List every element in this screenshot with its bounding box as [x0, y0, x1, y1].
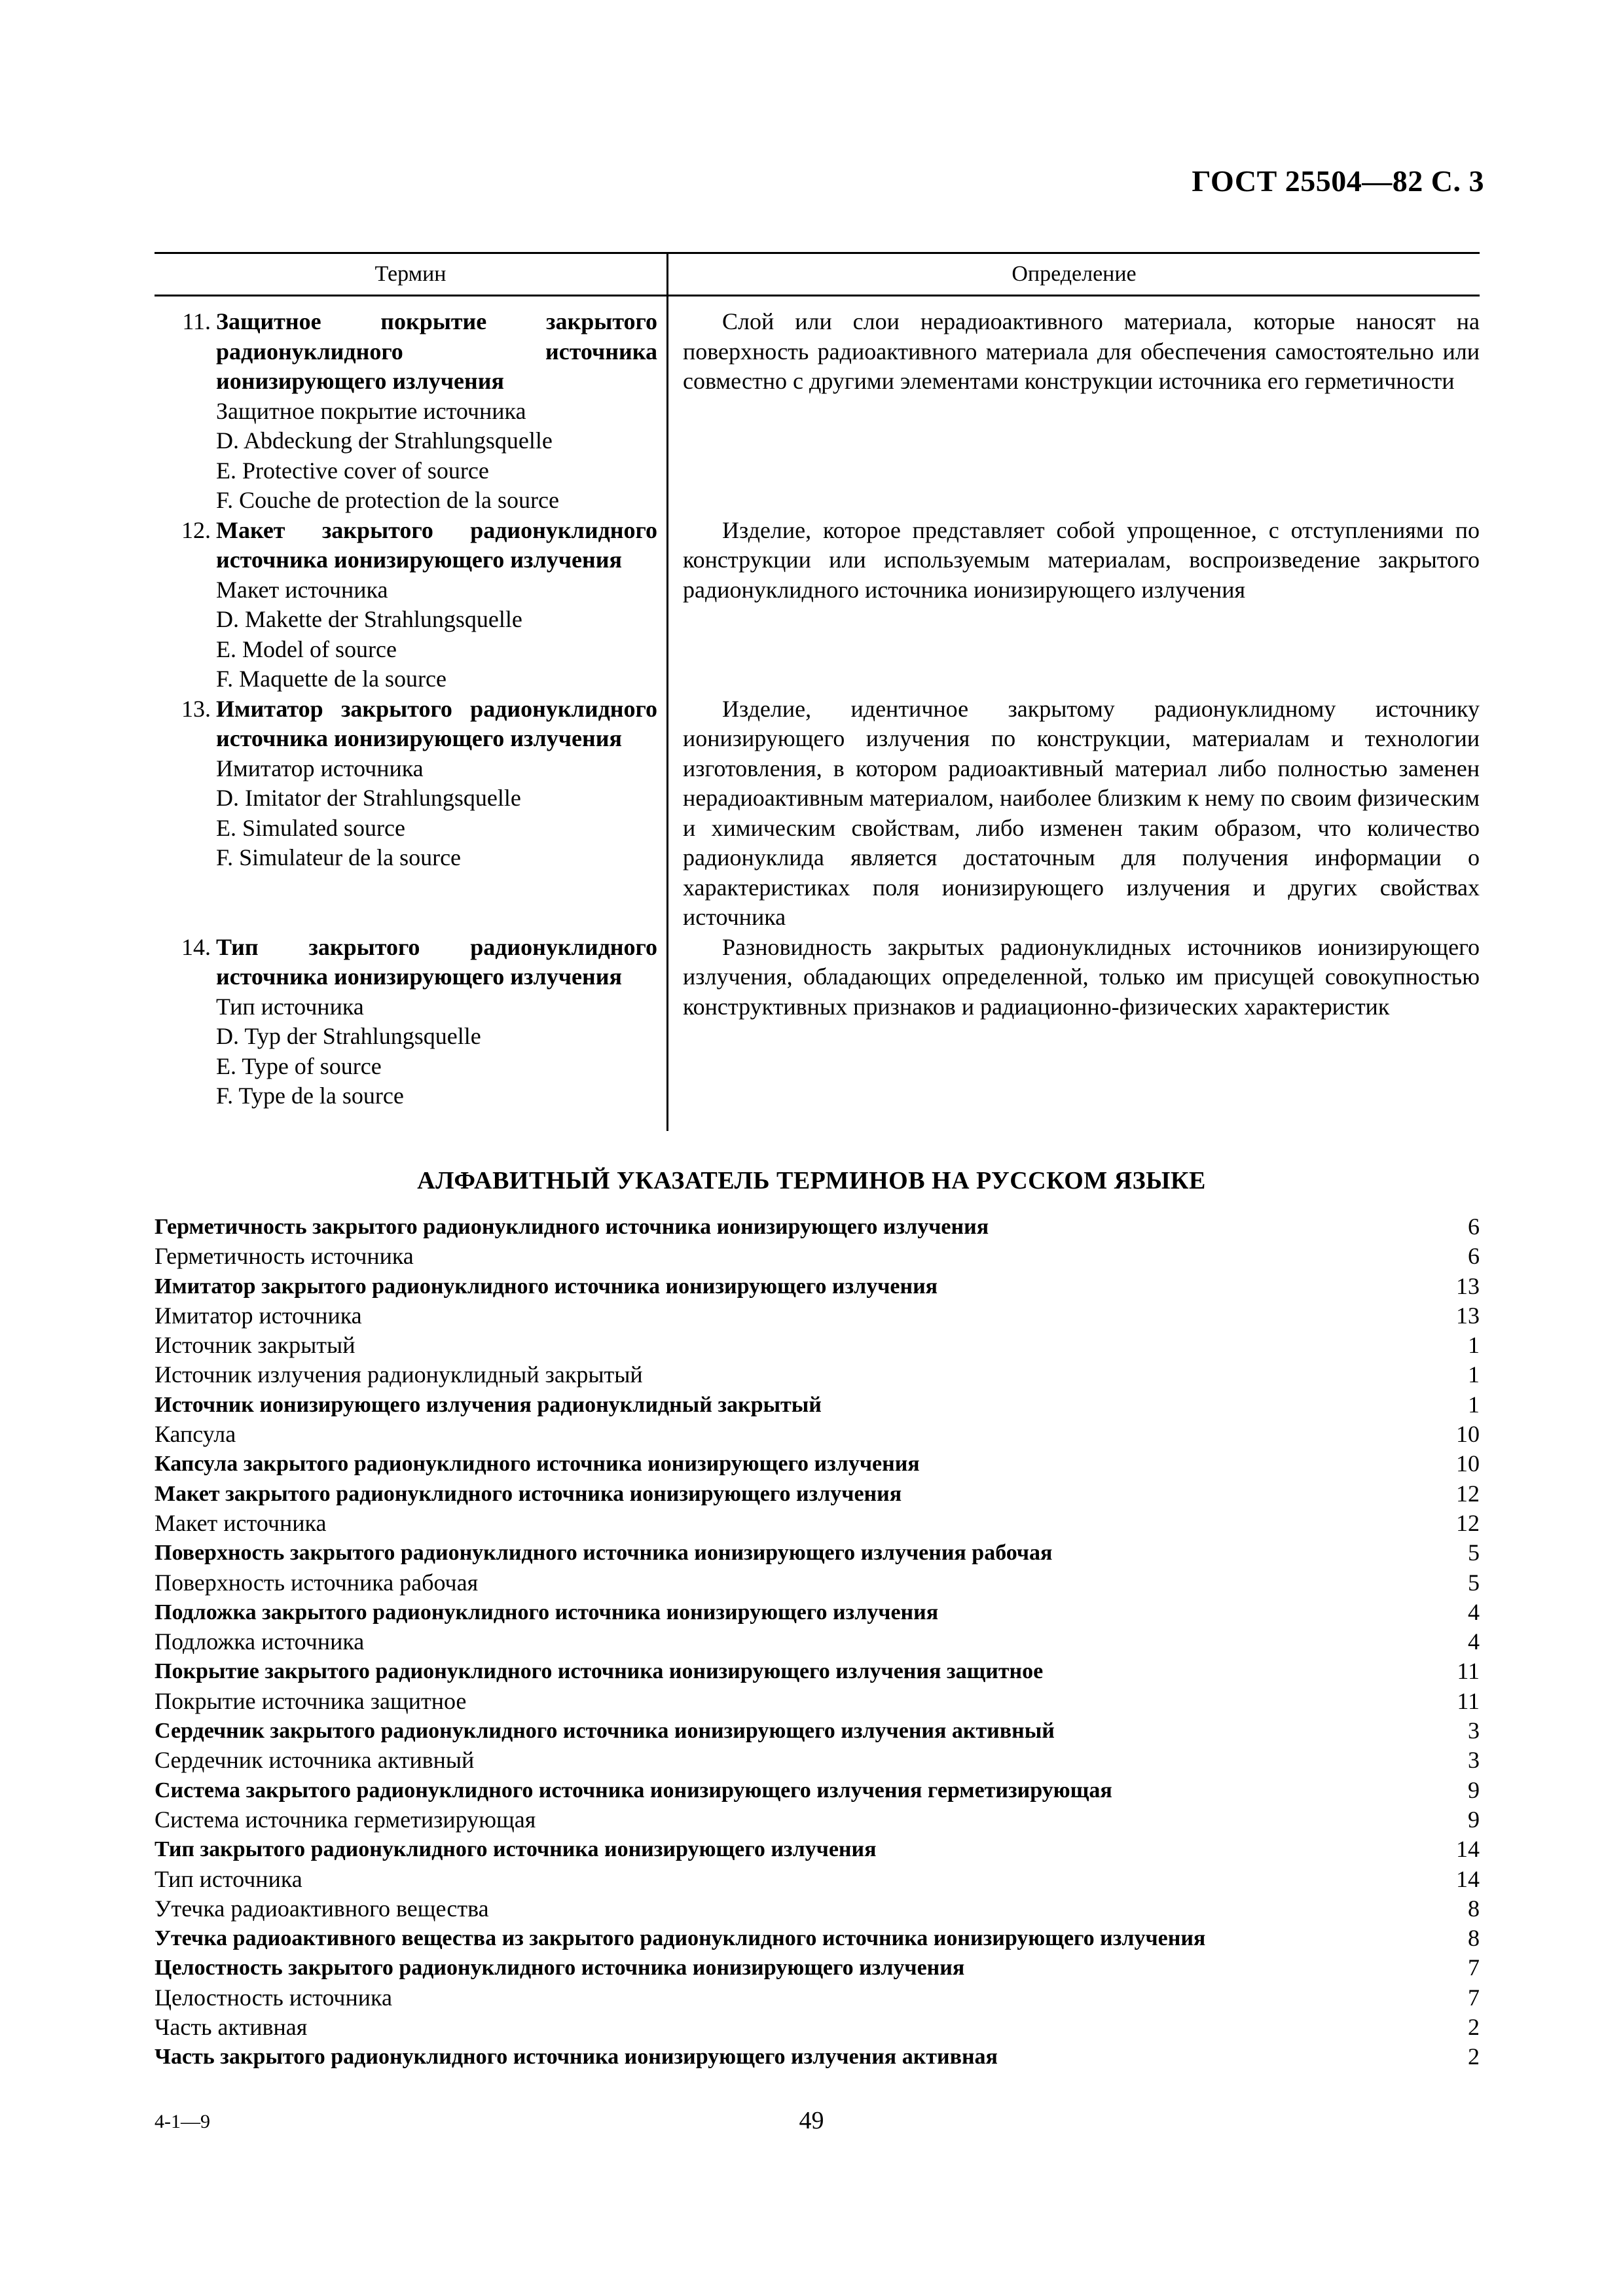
index-item-number: 6	[1468, 1213, 1480, 1240]
index-item-number: 1	[1468, 1332, 1480, 1359]
index-item	[155, 1390, 1480, 1420]
index-item-number: 2	[1468, 2043, 1480, 2070]
index-item	[155, 1865, 1480, 1894]
index-item	[155, 1953, 1480, 1982]
term-cell	[155, 516, 668, 694]
term-english: E. Protective cover of source	[216, 457, 489, 484]
index-item-number: 4	[1468, 1598, 1480, 1625]
term-main: Защитное покрытие закрытого радионуклидного источника ионизирующего излучения	[216, 308, 657, 394]
index-item	[155, 1983, 1480, 2013]
index-item-text: Имитатор источника	[155, 1302, 362, 1329]
index-item-text: Подложка источника	[155, 1628, 365, 1655]
index-item-text: Система закрытого радионуклидного источника ионизирующего излучения герметизирующая	[155, 1778, 1112, 1803]
index-item	[155, 1657, 1480, 1686]
index-item-text: Имитатор закрытого радионуклидного источника ионизирующего излучения	[155, 1274, 938, 1299]
index-item	[155, 1331, 1480, 1360]
index-item-text: Часть закрытого радионуклидного источника ионизирующего излучения активная	[155, 2045, 998, 2070]
index-item-text: Утечка радиоактивного вещества	[155, 1895, 489, 1922]
index-item	[155, 1449, 1480, 1479]
term-main: Тип закрытого радионуклидного источника ионизирующего излучения	[216, 933, 657, 990]
index-item	[155, 1272, 1480, 1301]
index-item-text: Часть активная	[155, 2014, 308, 2041]
term-synonym: Защитное покрытие источника	[216, 397, 526, 424]
index-item-number: 3	[1468, 1747, 1480, 1774]
definition-text: Слой или слои нерадиоактивного материала, которые наносят на поверхность радиоактивного материала для обеспечения самостоятельно или совместно с другими элементами конструкции источника его герметичности	[683, 308, 1480, 394]
term-german: D. Imitator der Strahlungsquelle	[216, 785, 521, 811]
index-item-text: Герметичность закрытого радионуклидного источника ионизирующего излучения	[155, 1215, 989, 1239]
index-item	[155, 1835, 1480, 1864]
index-item-number: 1	[1468, 1361, 1480, 1388]
index-item-number: 9	[1468, 1806, 1480, 1833]
index-item-text: Целостность источника	[155, 1984, 392, 2011]
index-item-number: 9	[1468, 1776, 1480, 1803]
index-item	[155, 1776, 1480, 1805]
term-synonym: Имитатор источника	[216, 755, 424, 781]
index-item-text: Покрытие закрытого радионуклидного источника ионизирующего излучения защитное	[155, 1659, 1044, 1684]
index-item	[155, 1360, 1480, 1390]
index-item-number: 11	[1457, 1687, 1480, 1714]
index-item-number: 13	[1456, 1302, 1480, 1329]
index-item	[155, 1627, 1480, 1657]
index-item	[155, 1212, 1480, 1242]
page-number: 49	[799, 2107, 824, 2134]
table-row	[155, 933, 1480, 1131]
index-item-text: Поверхность закрытого радионуклидного источника ионизирующего излучения рабочая	[155, 1541, 1053, 1566]
definition-cell	[668, 694, 1480, 933]
term-german: D. Makette der Strahlungsquelle	[216, 606, 522, 632]
index-item	[155, 1420, 1480, 1449]
index-item	[155, 1716, 1480, 1746]
index-item-text: Капсула закрытого радионуклидного источника ионизирующего излучения	[155, 1452, 920, 1477]
column-header-term: Термин	[155, 253, 668, 296]
index-item	[155, 1894, 1480, 1924]
index-item-number: 7	[1468, 1954, 1480, 1981]
index-item-text: Утечка радиоактивного вещества из закрытого радионуклидного источника ионизирующего излучения	[155, 1926, 1206, 1951]
table-header-row	[155, 253, 1480, 296]
term-main: Имитатор закрытого радионуклидного источника ионизирующего излучения	[216, 695, 657, 751]
definition-text: Разновидность закрытых радионуклидных источников ионизирующего излучения, обладающих определенной, только им присущей совокупностью конструктивных признаков и радиационно-физических характеристик	[683, 933, 1480, 1020]
definition-text: Изделие, которое представляет собой упрощенное, с отступлениями по конструкции или используемым материалам, воспроизведение закрытого радионуклидного источника ионизирующего излучения	[683, 516, 1480, 603]
term-cell	[155, 694, 668, 933]
index-item-number: 2	[1468, 2014, 1480, 2041]
index-item-text: Система источника герметизирующая	[155, 1806, 536, 1833]
index-item	[155, 1687, 1480, 1716]
index-item-text: Макет закрытого радионуклидного источника ионизирующего излучения	[155, 1481, 902, 1506]
index-item	[155, 1301, 1480, 1331]
index-item-text: Источник излучения радионуклидный закрытый	[155, 1361, 643, 1388]
index-item-text: Капсула	[155, 1421, 236, 1448]
index-item	[155, 1568, 1480, 1598]
term-french: F. Maquette de la source	[216, 666, 447, 692]
index-item	[155, 1924, 1480, 1953]
index-item-text: Поверхность источника рабочая	[155, 1569, 479, 1596]
index-item-number: 1	[1468, 1391, 1480, 1418]
index-item	[155, 1746, 1480, 1775]
index-item-text: Источник ионизирующего излучения радионуклидный закрытый	[155, 1392, 822, 1417]
index-item-text: Герметичность источника	[155, 1243, 414, 1270]
definition-cell	[668, 516, 1480, 694]
index-title: АЛФАВИТНЫЙ УКАЗАТЕЛЬ ТЕРМИНОВ НА РУССКОМ ЯЗЫКЕ	[417, 1167, 1206, 1194]
term-german: D. Abdeckung der Strahlungsquelle	[216, 427, 553, 454]
index-item-number: 5	[1468, 1539, 1480, 1566]
index-item-text: Целостность закрытого радионуклидного источника ионизирующего излучения	[155, 1956, 965, 1981]
definition-text: Изделие, идентичное закрытому радионуклидному источнику ионизирующего излучения по конструкции, материалам и технологии изготовления, в котором радиоактивный материал либо полностью заменен нерадиоактивным материалом, наиболее близким к нему по своим физическим и химическим свойствам, либо изменен таким образом, что количество радионуклида является достаточным для получения информации о характеристиках поля ионизирующего излучения и других свойствах источника	[683, 695, 1480, 930]
footer-code: 4-1—9	[155, 2111, 210, 2132]
index-item	[155, 1479, 1480, 1509]
table-row	[155, 516, 1480, 694]
index-item	[155, 1805, 1480, 1835]
index-item-number: 13	[1456, 1272, 1480, 1299]
definition-cell	[668, 933, 1480, 1131]
index-item-number: 8	[1468, 1925, 1480, 1952]
index-item-number: 6	[1468, 1243, 1480, 1270]
index-item	[155, 2042, 1480, 2072]
term-number: 11.	[182, 308, 211, 334]
index-item-text: Сердечник источника активный	[155, 1747, 475, 1774]
column-header-definition: Определение	[668, 253, 1480, 296]
index-list	[155, 1212, 1480, 2072]
index-item-text: Тип источника	[155, 1865, 302, 1892]
term-main: Макет закрытого радионуклидного источника ионизирующего излучения	[216, 516, 657, 573]
index-item-text: Сердечник закрытого радионуклидного источника ионизирующего излучения активный	[155, 1719, 1055, 1744]
term-synonym: Тип источника	[216, 993, 364, 1020]
index-item-text: Покрытие источника защитное	[155, 1687, 467, 1714]
term-synonym: Макет источника	[216, 576, 388, 603]
index-item-number: 8	[1468, 1895, 1480, 1922]
index-item-number: 11	[1457, 1658, 1480, 1685]
index-item-number: 12	[1456, 1509, 1480, 1536]
index-item-text: Источник закрытый	[155, 1332, 356, 1359]
term-english: E. Simulated source	[216, 814, 405, 841]
index-item-number: 14	[1456, 1836, 1480, 1863]
term-english: E. Model of source	[216, 636, 397, 662]
table-row	[155, 694, 1480, 933]
index-item-number: 14	[1456, 1865, 1480, 1892]
index-item-number: 7	[1468, 1984, 1480, 2011]
term-cell	[155, 933, 668, 1131]
index-item-number: 10	[1456, 1421, 1480, 1448]
index-item	[155, 1598, 1480, 1627]
term-number: 14.	[181, 933, 211, 960]
index-item-number: 10	[1456, 1450, 1480, 1477]
term-english: E. Type of source	[216, 1052, 382, 1079]
term-french: F. Simulateur de la source	[216, 844, 462, 870]
term-number: 12.	[181, 516, 211, 543]
index-item	[155, 1509, 1480, 1538]
index-item-number: 4	[1468, 1628, 1480, 1655]
index-item	[155, 2013, 1480, 2042]
definition-cell	[668, 296, 1480, 516]
page-header-title: ГОСТ 25504—82 С. 3	[1192, 164, 1484, 198]
term-french: F. Type de la source	[216, 1083, 404, 1109]
terms-table	[155, 252, 1480, 1131]
index-item-number: 5	[1468, 1569, 1480, 1596]
index-item-text: Подложка закрытого радионуклидного источника ионизирующего излучения	[155, 1600, 939, 1624]
index-item-text: Тип закрытого радионуклидного источника ионизирующего излучения	[155, 1837, 877, 1862]
term-cell	[155, 296, 668, 516]
term-german: D. Typ der Strahlungsquelle	[216, 1023, 481, 1049]
index-item-number: 3	[1468, 1717, 1480, 1744]
index-item-text: Макет источника	[155, 1509, 327, 1536]
term-number: 13.	[181, 695, 211, 722]
index-item	[155, 1242, 1480, 1271]
index-item	[155, 1538, 1480, 1568]
table-row	[155, 296, 1480, 516]
term-french: F. Couche de protection de la source	[216, 487, 559, 513]
index-item-number: 12	[1456, 1480, 1480, 1507]
